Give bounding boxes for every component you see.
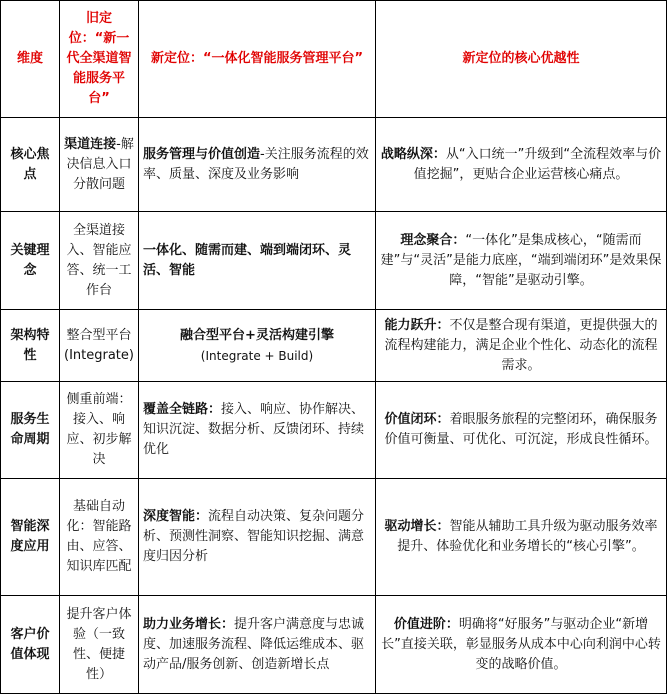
old-cell bbox=[60, 382, 139, 479]
old-cell bbox=[60, 479, 139, 596]
old-bold: 渠道连接 bbox=[64, 136, 117, 152]
header-dimension: 维度 bbox=[1, 1, 60, 118]
adv-text: “一体化”是集成核心，“随需而建”与“灵活”是能力底座，“端到端闭环”是效果保障，“智能”是驱动引擎。 bbox=[380, 232, 662, 288]
new-text: (Integrate + Build) bbox=[200, 348, 314, 363]
old-text: 侧重前端：接入、响应、初步解决 bbox=[66, 392, 132, 467]
adv-text: 明确将“好服务”与驱动企业“新增长”直接关联，彰显服务从成本中心向利润中心转变的战略价值。 bbox=[381, 616, 661, 672]
new-bold: 一体化、随需而建、端到端闭环、灵活、智能 bbox=[143, 242, 352, 278]
new-bold: 融合型平台+灵活构建引擎 bbox=[180, 327, 334, 343]
table-header-row bbox=[1, 1, 667, 118]
new-text: 接入、响应、协作解决、知识沉淀、数据分析、反馈闭环、持续优化 bbox=[143, 402, 365, 457]
new-bold: 覆盖全链路： bbox=[143, 402, 222, 417]
advantage-cell bbox=[376, 596, 667, 694]
old-text: -解决信息入口分散问题 bbox=[66, 136, 134, 192]
table-row bbox=[1, 212, 667, 310]
advantage-cell bbox=[376, 212, 667, 310]
adv-bold: 驱动增长： bbox=[384, 519, 450, 534]
old-cell bbox=[60, 118, 139, 212]
row-dimension: 服务生命周期 bbox=[1, 382, 60, 479]
adv-text: 不仅是整合现有渠道，更提供强大的流程构建能力，满足企业个性化、动态化的流程需求。 bbox=[384, 317, 658, 373]
advantage-cell bbox=[376, 479, 667, 596]
header-new-positioning: 新定位：“一体化智能服务管理平台” bbox=[139, 1, 376, 118]
row-dimension: 智能深度应用 bbox=[1, 479, 60, 596]
new-bold: 服务管理与价值创造 bbox=[143, 146, 261, 162]
new-cell bbox=[139, 212, 376, 310]
row-dimension: 客户价值体现 bbox=[1, 596, 60, 694]
row-dimension: 关键理念 bbox=[1, 212, 60, 310]
advantage-cell bbox=[376, 118, 667, 212]
adv-text: 着眼服务旅程的完整闭环，确保服务价值可衡量、可优化、可沉淀，形成良性循环。 bbox=[384, 412, 658, 447]
new-cell bbox=[139, 596, 376, 694]
adv-bold: 能力跃升： bbox=[384, 317, 450, 333]
new-text: 流程自动决策、复杂问题分析、预测性洞察、智能知识挖掘、满意度归因分析 bbox=[143, 509, 365, 564]
table-row bbox=[1, 479, 667, 596]
old-cell bbox=[60, 596, 139, 694]
old-text: 整合型平台 (Integrate) bbox=[64, 327, 134, 363]
old-cell bbox=[60, 310, 139, 382]
new-cell bbox=[139, 382, 376, 479]
table-row bbox=[1, 382, 667, 479]
table-row bbox=[1, 118, 667, 212]
header-core-advantage: 新定位的核心优越性 bbox=[376, 1, 667, 118]
adv-bold: 理念聚合： bbox=[400, 232, 466, 248]
old-text: 全渠道接入、智能应答、统一工作台 bbox=[66, 222, 132, 298]
new-text: -关注服务流程的效率、质量、深度及业务影响 bbox=[143, 146, 369, 182]
new-cell bbox=[139, 118, 376, 212]
adv-text: 智能从辅助工具升级为驱动服务效率提升、体验优化和业务增长的“核心引擎”。 bbox=[397, 519, 658, 554]
advantage-cell bbox=[376, 310, 667, 382]
table-row bbox=[1, 310, 667, 382]
adv-bold: 价值闭环： bbox=[384, 412, 450, 427]
old-text: 提升客户体验（一致性、便捷性） bbox=[66, 606, 132, 682]
row-dimension: 核心焦点 bbox=[1, 118, 60, 212]
adv-text: 从“入口统一”升级到“全流程效率与价值挖掘”，更贴合企业运营核心痛点。 bbox=[413, 146, 662, 182]
adv-bold: 战略纵深： bbox=[380, 146, 446, 162]
old-text: 基础自动化：智能路由、应答、知识库匹配 bbox=[66, 499, 132, 574]
new-bold: 助力业务增长： bbox=[143, 616, 235, 632]
table-row bbox=[1, 596, 667, 694]
row-dimension: 架构特性 bbox=[1, 310, 60, 382]
header-old-positioning: 旧定位：“新一代全渠道智能服务平台” bbox=[60, 1, 139, 118]
old-cell bbox=[60, 212, 139, 310]
advantage-cell bbox=[376, 382, 667, 479]
new-cell bbox=[139, 310, 376, 382]
adv-bold: 价值进阶： bbox=[393, 616, 459, 632]
new-text: 提升客户满意度与忠诚度、加速服务流程、降低运维成本、驱动产品/服务创新、创造新增长点 bbox=[143, 616, 365, 672]
new-cell bbox=[139, 479, 376, 596]
new-bold: 深度智能： bbox=[143, 509, 209, 524]
